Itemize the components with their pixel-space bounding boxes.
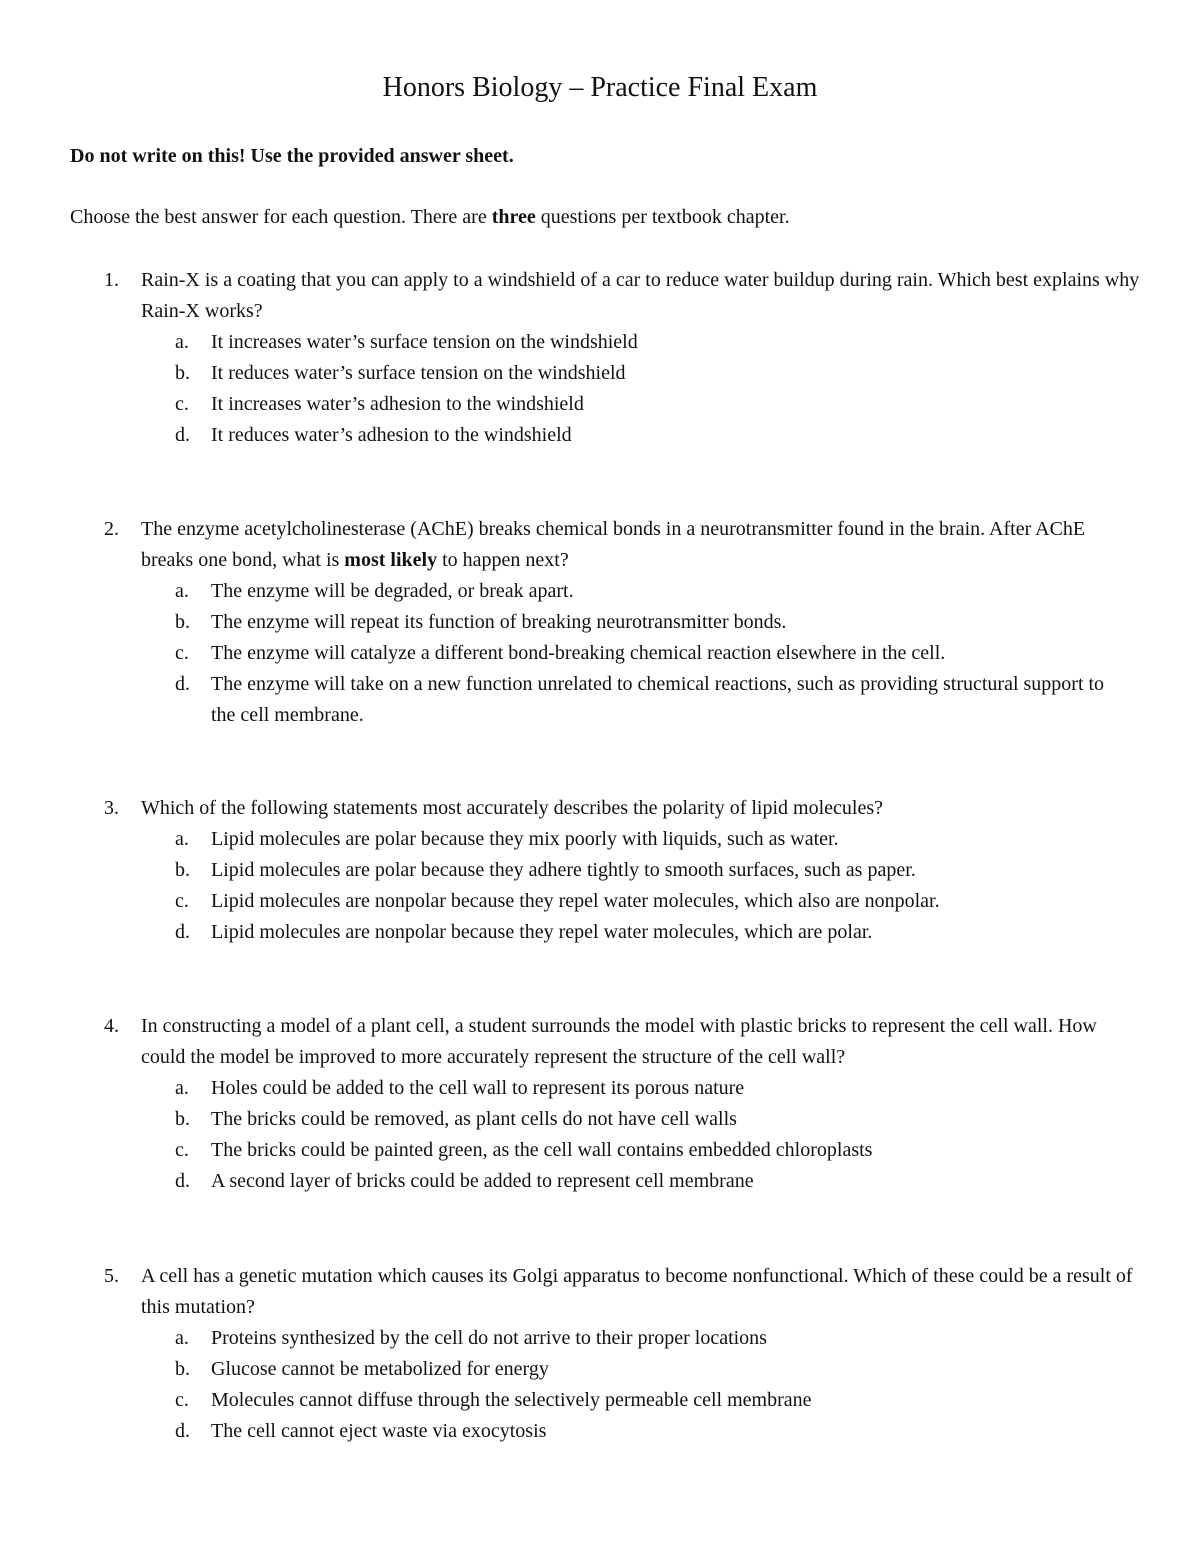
question-text-before: A cell has a genetic mutation which causes its Golgi apparatus to become nonfunctional. Which of these could be a result of this mutation?	[141, 1265, 1133, 1318]
choice-a	[0, 1073, 1200, 1104]
choice-list	[0, 1323, 1200, 1447]
choice-letter: c.	[175, 890, 189, 912]
choice-text: The enzyme will catalyze a different bond-breaking chemical reaction elsewhere in the cell.	[211, 642, 946, 664]
choice-letter: d.	[175, 673, 190, 695]
choice-text: It reduces water’s surface tension on the windshield	[211, 362, 626, 384]
choice-d	[0, 420, 1200, 451]
choice-letter: d.	[175, 1420, 190, 1442]
choice-letter: a.	[175, 1327, 189, 1349]
choice-text: Molecules cannot diffuse through the selectively permeable cell membrane	[211, 1389, 812, 1411]
choice-b	[0, 1104, 1200, 1135]
question-text	[141, 514, 1141, 576]
question-number: 2.	[104, 518, 119, 540]
question-text-before: The enzyme acetylcholinesterase (AChE) breaks chemical bonds in a neurotransmitter found in the brain. After AChE breaks one bond, what is	[141, 518, 1086, 571]
choice-letter: c.	[175, 642, 189, 664]
question-number: 3.	[104, 797, 119, 819]
choice-a	[0, 327, 1200, 358]
choice-b	[0, 607, 1200, 638]
question-text	[141, 1011, 1141, 1073]
choice-list	[0, 327, 1200, 451]
choice-a	[0, 824, 1200, 855]
question-text	[141, 265, 1141, 327]
instructions	[70, 203, 1140, 231]
instructions-text-after: questions per textbook chapter.	[535, 206, 790, 228]
choice-c	[0, 1385, 1200, 1416]
choice-letter: d.	[175, 424, 190, 446]
choice-text: The enzyme will take on a new function unrelated to chemical reactions, such as providing structural support to the cell membrane.	[211, 673, 1105, 726]
page-title: Honors Biology – Practice Final Exam	[382, 72, 818, 103]
instructions-text-before: Choose the best answer for each question. There are	[70, 206, 492, 228]
choice-letter: a.	[175, 580, 189, 602]
choice-text: Proteins synthesized by the cell do not arrive to their proper locations	[211, 1327, 767, 1349]
choice-c	[0, 389, 1200, 420]
choice-b	[0, 855, 1200, 886]
choice-text: The enzyme will repeat its function of breaking neurotransmitter bonds.	[211, 611, 787, 633]
choice-letter: d.	[175, 1170, 190, 1192]
choice-text: Glucose cannot be metabolized for energy	[211, 1358, 549, 1380]
choice-d	[0, 917, 1200, 948]
question-text	[141, 793, 1141, 824]
choice-text: The bricks could be removed, as plant cells do not have cell walls	[211, 1108, 737, 1130]
choice-text: It reduces water’s adhesion to the windshield	[211, 424, 572, 446]
choice-letter: a.	[175, 1077, 189, 1099]
question-text	[141, 1261, 1141, 1323]
choice-list	[0, 824, 1200, 948]
choice-b	[0, 358, 1200, 389]
choice-a	[0, 1323, 1200, 1354]
choice-text: It increases water’s surface tension on the windshield	[211, 331, 638, 353]
question-number: 1.	[104, 269, 119, 291]
choice-text: A second layer of bricks could be added to represent cell membrane	[211, 1170, 754, 1192]
choice-letter: a.	[175, 828, 189, 850]
choice-text: Lipid molecules are nonpolar because they repel water molecules, which also are nonpolar.	[211, 890, 940, 912]
choice-letter: b.	[175, 611, 190, 633]
choice-list	[0, 576, 1200, 731]
question-emphasis: most likely	[344, 549, 438, 571]
choice-text: The enzyme will be degraded, or break apart.	[211, 580, 574, 602]
choice-letter: c.	[175, 1389, 189, 1411]
choice-letter: d.	[175, 921, 190, 943]
choice-letter: b.	[175, 1108, 190, 1130]
question-text-after: to happen next?	[437, 549, 569, 571]
choice-letter: a.	[175, 331, 189, 353]
choice-text: Lipid molecules are polar because they adhere tightly to smooth surfaces, such as paper.	[211, 859, 916, 881]
choice-d	[0, 669, 1200, 731]
choice-letter: c.	[175, 1139, 189, 1161]
choice-c	[0, 1135, 1200, 1166]
choice-text: Holes could be added to the cell wall to represent its porous nature	[211, 1077, 745, 1099]
choice-letter: b.	[175, 362, 190, 384]
choice-text: Lipid molecules are nonpolar because they repel water molecules, which are polar.	[211, 921, 873, 943]
question-text-before: Rain-X is a coating that you can apply to a windshield of a car to reduce water buildup during rain. Which best explains why Rain-X works?	[141, 269, 1140, 322]
choice-text: The bricks could be painted green, as the cell wall contains embedded chloroplasts	[211, 1139, 873, 1161]
question-text-before: Which of the following statements most accurately describes the polarity of lipid molecules?	[141, 797, 884, 819]
choice-c	[0, 886, 1200, 917]
choice-a	[0, 576, 1200, 607]
choice-c	[0, 638, 1200, 669]
choice-d	[0, 1166, 1200, 1197]
choice-letter: b.	[175, 1358, 190, 1380]
question-number: 5.	[104, 1265, 119, 1287]
instructions-emphasis: three	[491, 206, 536, 228]
choice-text: The cell cannot eject waste via exocytosis	[211, 1420, 547, 1442]
choice-letter: c.	[175, 393, 189, 415]
choice-letter: b.	[175, 859, 190, 881]
choice-b	[0, 1354, 1200, 1385]
choice-text: Lipid molecules are polar because they mix poorly with liquids, such as water.	[211, 828, 839, 850]
question-number: 4.	[104, 1015, 119, 1037]
choice-text: It increases water’s adhesion to the windshield	[211, 393, 584, 415]
choice-list	[0, 1073, 1200, 1197]
choice-d	[0, 1416, 1200, 1447]
question-text-before: In constructing a model of a plant cell, a student surrounds the model with plastic bricks to represent the cell wall. How could the model be improved to more accurately represent the structure of the cell wall?	[141, 1015, 1097, 1068]
answer-sheet-warning: Do not write on this! Use the provided answer sheet.	[70, 145, 514, 167]
